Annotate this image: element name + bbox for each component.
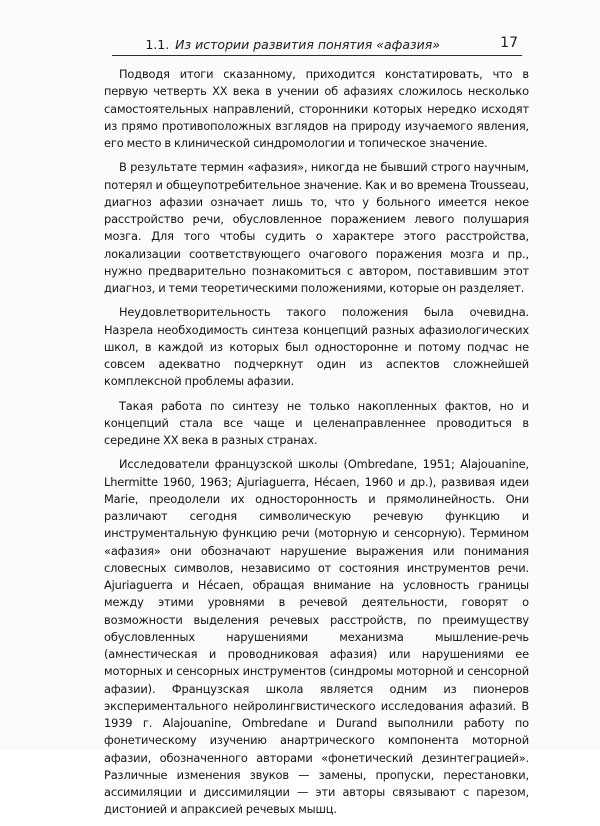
paragraph-2: В результате термин «афазия», никогда не бывший строго научным, потерял и общеупотребительное значение. Как и во времена Trousseau, диагноз афазии означает лишь то, что у больного имеется некое расстройство речи, обусловленное поражением левого полушария мозга. Для того чтобы судить о характере этого расстройства, локализации соответствующего очагового поражения мозга и пр., нужно предварительно познакомиться с автором, поставившим этот диагноз, и теми теоретическими положениями, которые он разделяет. — [104, 160, 529, 295]
paragraph-5: Исследователи французской школы (Ombredane, 1951; Alajouanine, Lhermitte 1960, 1963; Ajuriaguerra, Hécaen, 1960 и др.), развивая идеи Marie, преодолели их односторонность и прямолинейность. Они различают сегодня символическую речевую функцию и инструментальную функцию речи (моторную и сенсорную). Термином «афазия» они обозначают нарушение выражения или понимания словесных символов, независимо от состояния инструментов речи. Ajuriaguerra и Hécaen, обращая внимание на условность границы между этими уровнями в речевой деятельности, говорят о возможности выделения речевых расстройств, по преимуществу обусловленных нарушениями механизма мышление-речь (амнестическая и проводниковая афазия) или нарушениями ее моторных и сенсорных инструментов (синдромы моторной и сенсорной афазии). Французская школа является одним из пионеров экспериментального нейролингвистического исследования афазий. В 1939 г. Alajouanine, Ombredane и Durand выполнили работу по фонетическому изучению анартрического компонента моторной афазии, обозначенного авторами «фонетический дезинтеграцией». Различные изменения звуков — замены, пропуски, перестановки, ассимиляции и диссимиляции — эти авторы связывают с парезом, дистонией и апраксией речевых мышц. — [104, 457, 529, 817]
running-title: Из истории развития понятия «афазия» — [175, 37, 440, 52]
paragraph-1: Подводя итоги сказанному, приходится констатировать, что в первую четверть XX века в учении об афазиях сложилось несколько самостоятельных направлений, сторонники которых нередко исходят из прямо противоположных взглядов на природу изучаемого явления, его место в клинической синдромологии и топическое значение. — [104, 67, 529, 150]
section-number: 1.1. — [145, 37, 170, 52]
paragraph-4: Такая работа по синтезу не только накопленных фактов, но и концепций стала все чаще и целенаправленнее проводиться в середине XX века в разных странах. — [104, 398, 529, 447]
page-number: 17 — [500, 35, 518, 51]
body-text — [104, 66, 529, 826]
running-head — [145, 37, 440, 52]
paragraph-3: Неудовлетворительность такого положения была очевидна. Назрела необходимость синтеза концепций разных афазиологических школ, в каждой из которых был односторонне и потому подчас не совсем адекватно подчеркнут один из аспектов сложнейшей комплексной проблемы афазии. — [104, 305, 529, 389]
running-header — [112, 34, 522, 56]
